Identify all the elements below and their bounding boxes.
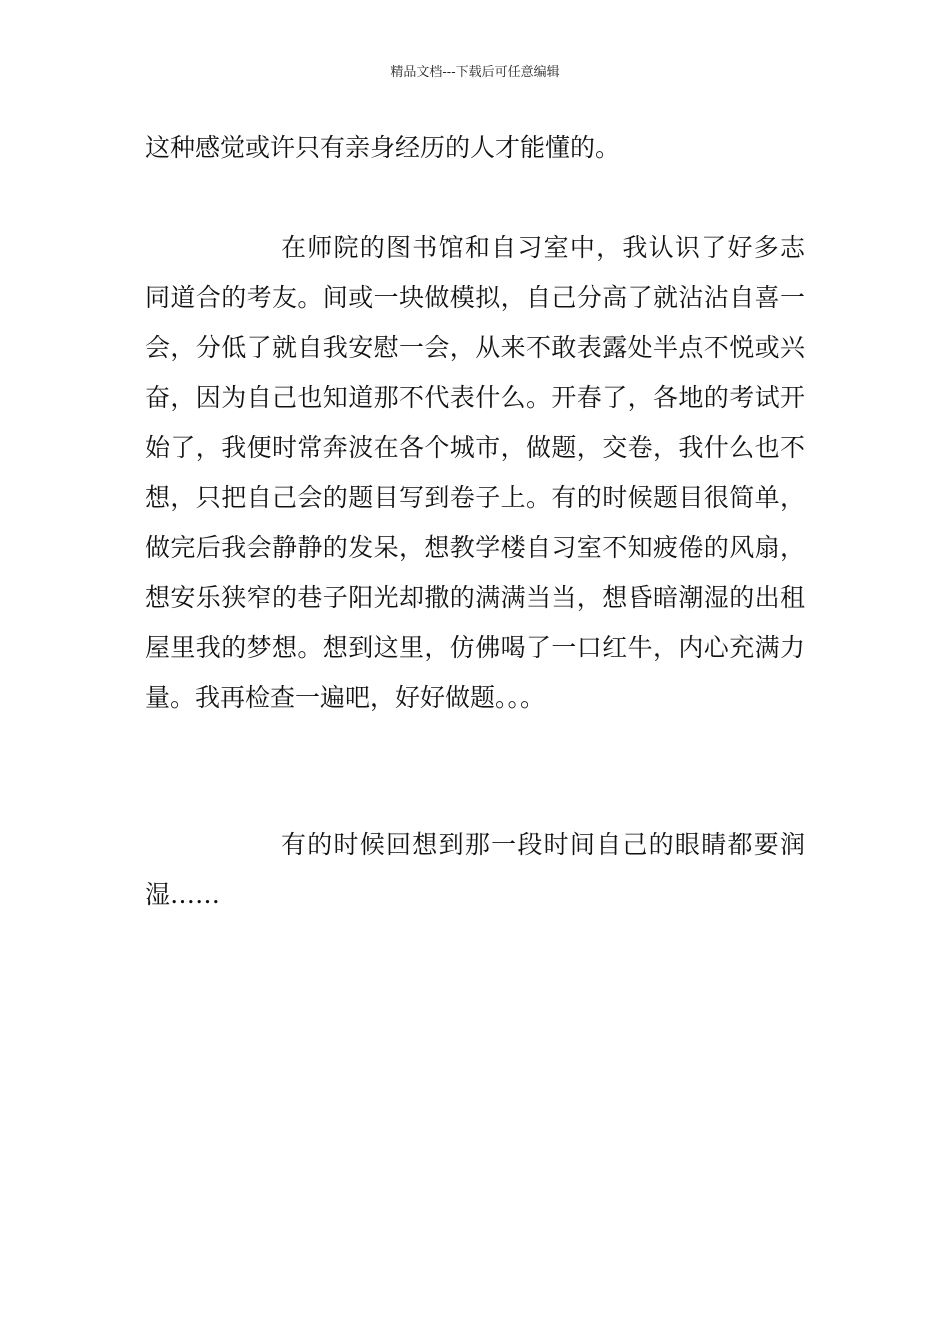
paragraph-3: 有的时候回想到那一段时间自己的眼睛都要润湿…… <box>145 830 805 909</box>
paragraph-2: 在师院的图书馆和自习室中，我认识了好多志同道合的考友。间或一块做模拟，自己分高了就沾沾自喜一会，分低了就自我安慰一会，从来不敢表露处半点不悦或兴奋，因为自己也知道那不代表什么。开春了，各地的考试开始了，我便时常奔波在各个城市，做题，交卷，我什么也不想，只把自己会的题目写到卷子上。有的时候题目很简单，做完后我会静静的发呆，想教学楼自习室不知疲倦的风扇，想安乐狭窄的巷子阳光却撒的满满当当，想昏暗潮湿的出租屋里我的梦想。想到这里，仿佛喝了一口红牛，内心充满力量。我再检查一遍吧，好好做题。。。 <box>145 233 805 712</box>
page-header: 精品文档---下载后可任意编辑 <box>390 65 560 80</box>
paragraph-1: 这种感觉或许只有亲身经历的人才能懂的。 <box>145 133 621 162</box>
